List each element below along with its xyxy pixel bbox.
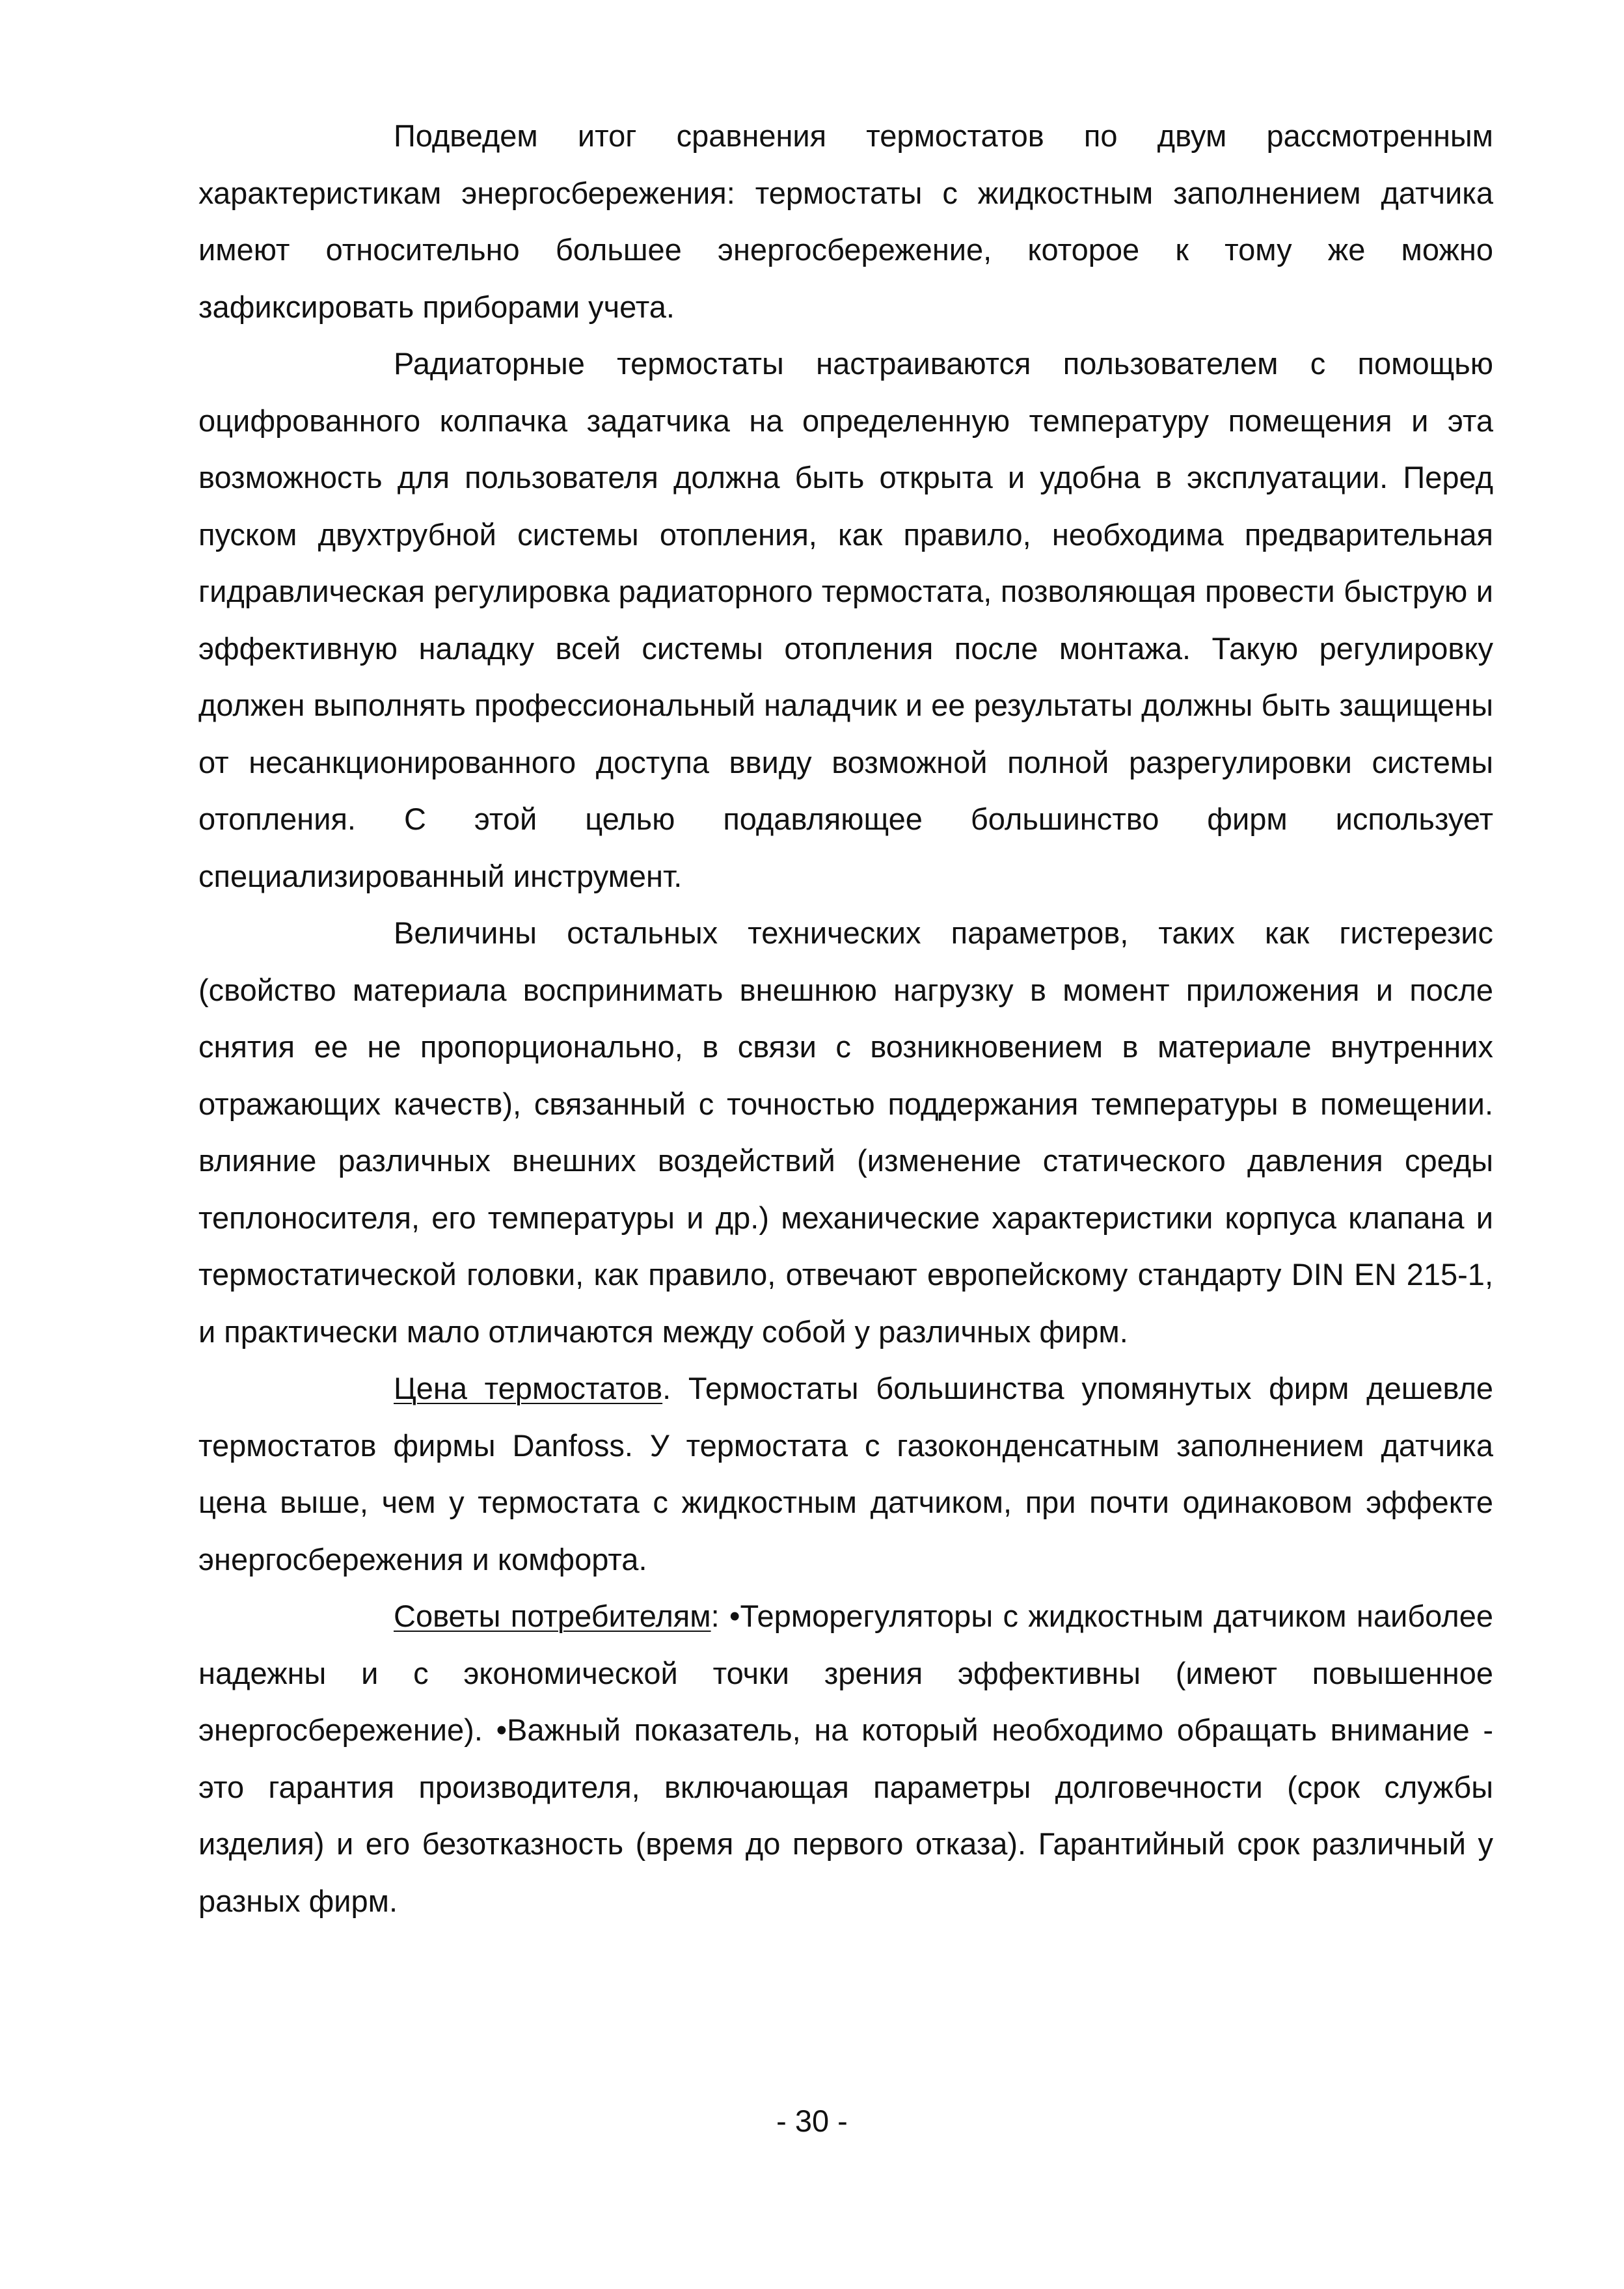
paragraph-technical-parameters: Величины остальных технических параметров, таких как гистерезис (свойство материала воспринимать внешнюю нагрузку в момент приложения и после снятия ее не пропорционально, в связи с возникновением в материале внутренних отражающих качеств), связанный с точностью поддержания температуры в помещении. влияние различных внешних воздействий (изменение статического давления среды теплоносителя, его температуры и др.) механические характеристики корпуса клапана и термостатической головки, как правило, отвечают европейскому стандарту DIN EN 215-1, и практически мало отличаются между собой у различных фирм. [198, 915, 1493, 1349]
advice-text: : •Терморегуляторы с жидкостным датчиком наиболее надежны и с экономической точки зрения эффективны (имеют повышенное энергосбережение). •Важный показатель, на который необходимо обращать внимание - это гарантия производителя, включающая параметры долговечности (срок службы изделия) и его безотказность (время до первого отказа). Гарантийный срок различный у разных фирм. [198, 1599, 1493, 1918]
heading-thermostat-price: Цена термостатов [394, 1371, 663, 1405]
paragraph-consumer-advice [198, 1588, 1493, 1929]
heading-consumer-advice: Советы потребителям [394, 1599, 711, 1633]
page-number: - 30 - [776, 2104, 848, 2138]
paragraph-energy-summary: Подведем итог сравнения термостатов по двум рассмотренным характеристикам энергосбережения: термостаты с жидкостным заполнением датчика имеют относительно большее энергосбережение, которое к тому же можно зафиксировать приборами учета. [198, 118, 1493, 324]
paragraph-thermostat-price [198, 1360, 1493, 1588]
paragraph-radiator-thermostats: Радиаторные термостаты настраиваются пользователем с помощью оцифрованного колпачка задатчика на определенную температуру помещения и эта возможность для пользователя должна быть открыта и удобна в эксплуатации. Перед пуском двухтрубной системы отопления, как правило, необходима предварительная гидравлическая регулировка радиаторного термостата, позволяющая провести быструю и эффективную наладку всей системы отопления после монтажа. Такую регулировку должен выполнять профессиональный наладчик и ее результаты должны быть защищены от несанкционированного доступа ввиду возможной полной разрегулировки системы отопления. С этой целью подавляющее большинство фирм использует специализированный инструмент. [198, 346, 1493, 893]
price-text: . Термостаты большинства упомянутых фирм дешевле термостатов фирмы Danfoss. У термостата с газоконденсатным заполнением датчика цена выше, чем у термостата с жидкостным датчиком, при почти одинаковом эффекте энергосбережения и комфорта. [198, 1371, 1494, 1577]
body-text [198, 107, 1493, 1929]
